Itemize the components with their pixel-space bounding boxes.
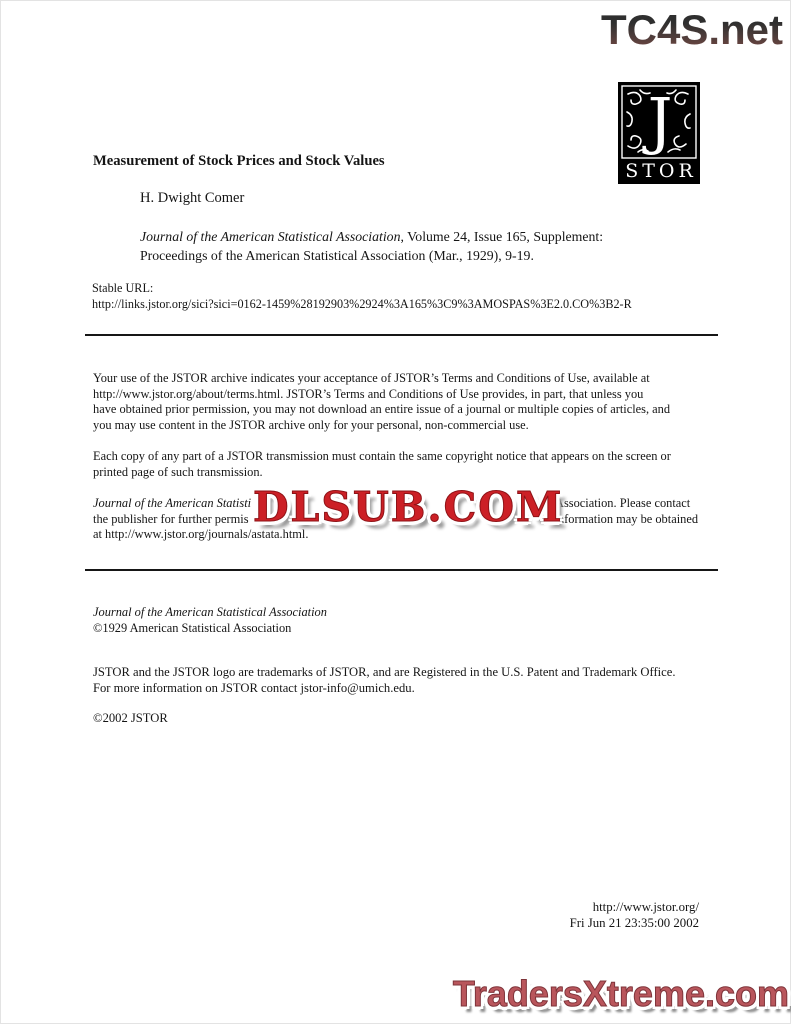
dlsub-watermark: DLSUB.COM (253, 483, 564, 531)
terms-line: Each copy of any part of a JSTOR transmission must contain the same copyright notice that appears on the screen or (93, 449, 671, 463)
publisher-line-1-right: Association. Please contact (555, 496, 691, 510)
terms-line: have obtained prior permission, you may not download an entire issue of a journal or multiple copies of articles, and (93, 402, 671, 417)
citation-proceedings: Proceedings of the American Statistical Association (Mar., 1929), 9-19. (140, 248, 534, 263)
publisher-line-3-text: at http://www.jstor.org/journals/astata.html. (93, 527, 309, 542)
jstor-logo-wordmark: STOR (625, 160, 697, 182)
publisher-line-2-left: the publisher for further permis (93, 511, 249, 526)
trademark-line: For more information on JSTOR contact jstor-info@umich.edu. (93, 680, 415, 695)
terms-line: http://www.jstor.org/about/terms.html. JSTOR’s Terms and Conditions of Use provides, in part, that unless you (93, 386, 644, 401)
terms-line: printed page of such transmission. (93, 464, 263, 479)
stable-url-block (92, 280, 632, 312)
publication-copyright: ©1929 American Statistical Association (93, 621, 292, 635)
terms-paragraph-2 (93, 449, 718, 480)
article-author: H. Dwight Comer (140, 190, 245, 206)
jstor-logo-j-ornament (618, 82, 700, 160)
stable-url-value: http://links.jstor.org/sici?sici=0162-1459%28192903%2924%3A165%3C9%3AMOSPAS%3E2.0.CO%3B2-R (92, 297, 632, 311)
jstor-logo (618, 82, 700, 184)
footer-url: http://www.jstor.org/ (592, 900, 699, 914)
jstor-copyright: ©2002 JSTOR (93, 711, 168, 725)
trademark-line: JSTOR and the JSTOR logo are trademarks of JSTOR, and are Registered in the U.S. Patent and Trademark Office. (93, 665, 676, 679)
article-title: Measurement of Stock Prices and Stock Values (93, 153, 385, 169)
citation-journal-name: Journal of the American Statistical Association (140, 229, 401, 244)
terms-line: Your use of the JSTOR archive indicates your acceptance of JSTOR’s Terms and Conditions of Use, available at (93, 371, 650, 385)
publication-block (93, 604, 327, 636)
publisher-line-2-right: t information may be obtained (548, 511, 699, 526)
divider-bottom (85, 569, 718, 571)
terms-paragraph-1 (93, 371, 718, 433)
svg-text:J: J (647, 84, 673, 157)
tc4s-watermark: TC4S.net (600, 6, 783, 53)
publication-journal: Journal of the American Statistical Association (93, 605, 327, 619)
terms-line: you may use content in the JSTOR archive only for your personal, non-commercial use. (93, 417, 529, 432)
citation (140, 227, 720, 265)
stable-url-label: Stable URL: (92, 281, 154, 295)
publisher-line-1-left: Journal of the American Statisti (93, 496, 252, 510)
citation-volume-issue: , Volume 24, Issue 165, Supplement: (400, 229, 604, 244)
trademark-notice (93, 665, 723, 697)
tradersxtreme-watermark: TradersXtreme.com (452, 973, 789, 1014)
footer-block (570, 899, 699, 932)
footer-timestamp: Fri Jun 21 23:35:00 2002 (569, 916, 699, 931)
divider-top (85, 334, 718, 336)
